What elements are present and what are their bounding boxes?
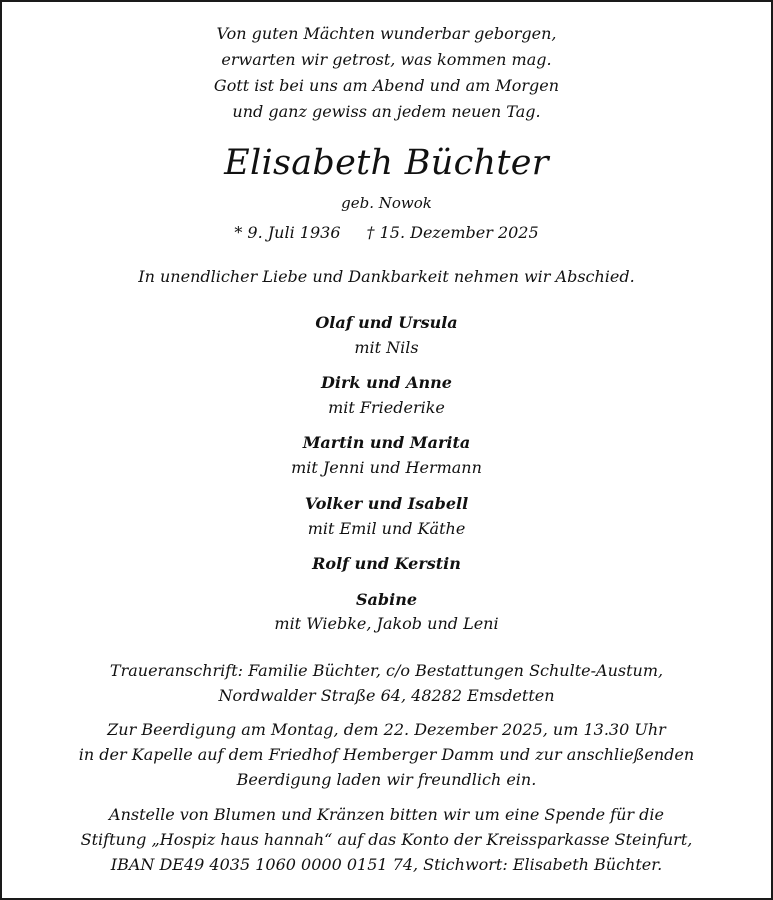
deceased-name: Elisabeth Büchter <box>224 143 549 183</box>
address-line: Traueranschrift: Familie Büchter, c/o Bestattungen Schulte-Austum, <box>109 661 664 680</box>
funeral-line: Beerdigung laden wir freundlich ein. <box>236 770 537 789</box>
donation-line: Stiftung „Hospiz haus hannah“ auf das Konto der Kreissparkasse Steinfurt, <box>80 830 693 849</box>
poem-line: und ganz gewiss an jedem neuen Tag. <box>232 102 541 121</box>
family-names: Olaf und Ursula <box>315 313 458 332</box>
family-names: Sabine <box>356 590 417 609</box>
donation-line: Anstelle von Blumen und Kränzen bitten wir um eine Spende für die <box>109 805 664 824</box>
family-names: Volker und Isabell <box>304 494 469 513</box>
family-with: mit Wiebke, Jakob und Leni <box>274 614 499 633</box>
family-with: mit Nils <box>354 338 419 357</box>
maiden-name: geb. Nowok <box>341 194 432 212</box>
poem-line: Gott ist bei uns am Abend und am Morgen <box>213 76 560 95</box>
family-with: mit Jenni und Hermann <box>291 458 482 477</box>
farewell-text: In unendlicher Liebe und Dankbarkeit nehmen wir Abschied. <box>138 267 635 286</box>
poem-line: erwarten wir getrost, was kommen mag. <box>221 50 552 69</box>
poem-line: Von guten Mächten wunderbar geborgen, <box>216 24 557 43</box>
family-names: Rolf und Kerstin <box>312 554 461 573</box>
donation-line: IBAN DE49 4035 1060 0000 0151 74, Stichwort: Elisabeth Büchter. <box>110 855 663 874</box>
birth-date: * 9. Juli 1936 <box>234 223 341 242</box>
life-dates <box>2 223 771 242</box>
family-names: Dirk und Anne <box>321 373 452 392</box>
death-date: † 15. Dezember 2025 <box>366 223 539 242</box>
family-with: mit Friederike <box>328 398 445 417</box>
family-with: mit Emil und Käthe <box>307 519 466 538</box>
address-line: Nordwalder Straße 64, 48282 Emsdetten <box>218 686 555 705</box>
funeral-line: Zur Beerdigung am Montag, dem 22. Dezember 2025, um 13.30 Uhr <box>107 720 666 739</box>
family-names: Martin und Marita <box>302 433 471 452</box>
funeral-line: in der Kapelle auf dem Friedhof Hemberger Damm und zur anschließenden <box>78 745 695 764</box>
